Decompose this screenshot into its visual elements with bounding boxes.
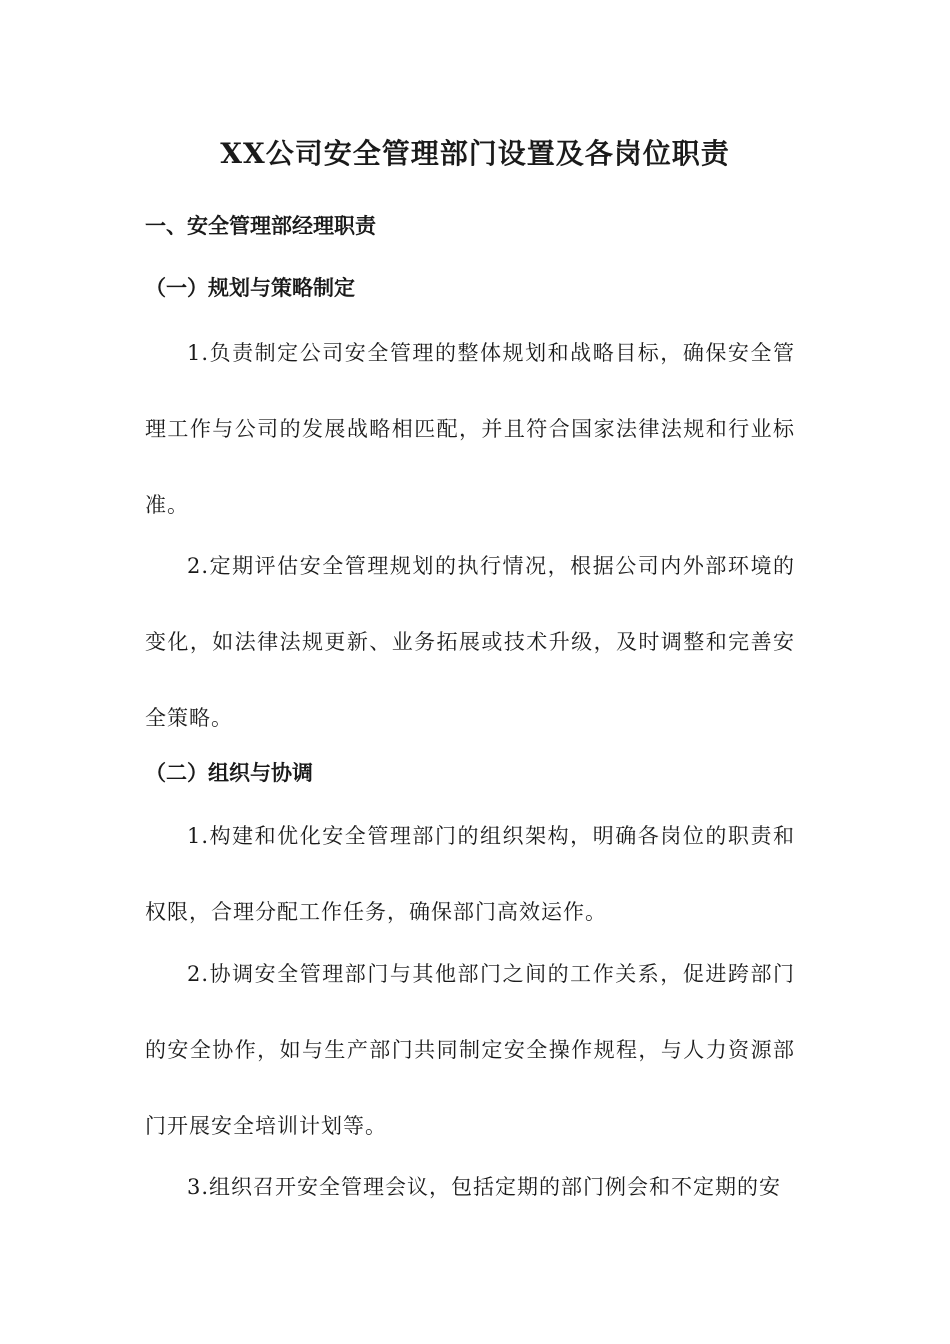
paragraph-organization-2: 2.协调安全管理部门与其他部门之间的工作关系，促进跨部门的安全协作，如与生产部门共同制定安全操作规程，与人力资源部门开展安全培训计划等。 — [145, 962, 795, 1138]
section-heading-manager-duties: 一、安全管理部经理职责 — [145, 213, 376, 238]
paragraph-planning-2: 2.定期评估安全管理规划的执行情况，根据公司内外部环境的变化，如法律法规更新、业务拓展或技术升级，及时调整和完善安全策略。 — [145, 554, 795, 730]
subheading-planning-strategy: （一）规划与策略制定 — [145, 275, 355, 300]
subheading-organization-coordination: （二）组织与协调 — [145, 760, 313, 785]
paragraph-organization-3: 3.组织召开安全管理会议，包括定期的部门例会和不定期的安 — [187, 1175, 782, 1199]
document-title: XX公司安全管理部门设置及各岗位职责 — [220, 137, 730, 170]
paragraph-organization-1: 1.构建和优化安全管理部门的组织架构，明确各岗位的职责和权限，合理分配工作任务，确保部门高效运作。 — [145, 824, 795, 924]
paragraph-planning-1: 1.负责制定公司安全管理的整体规划和战略目标，确保安全管理工作与公司的发展战略相匹配，并且符合国家法律法规和行业标准。 — [145, 341, 795, 517]
